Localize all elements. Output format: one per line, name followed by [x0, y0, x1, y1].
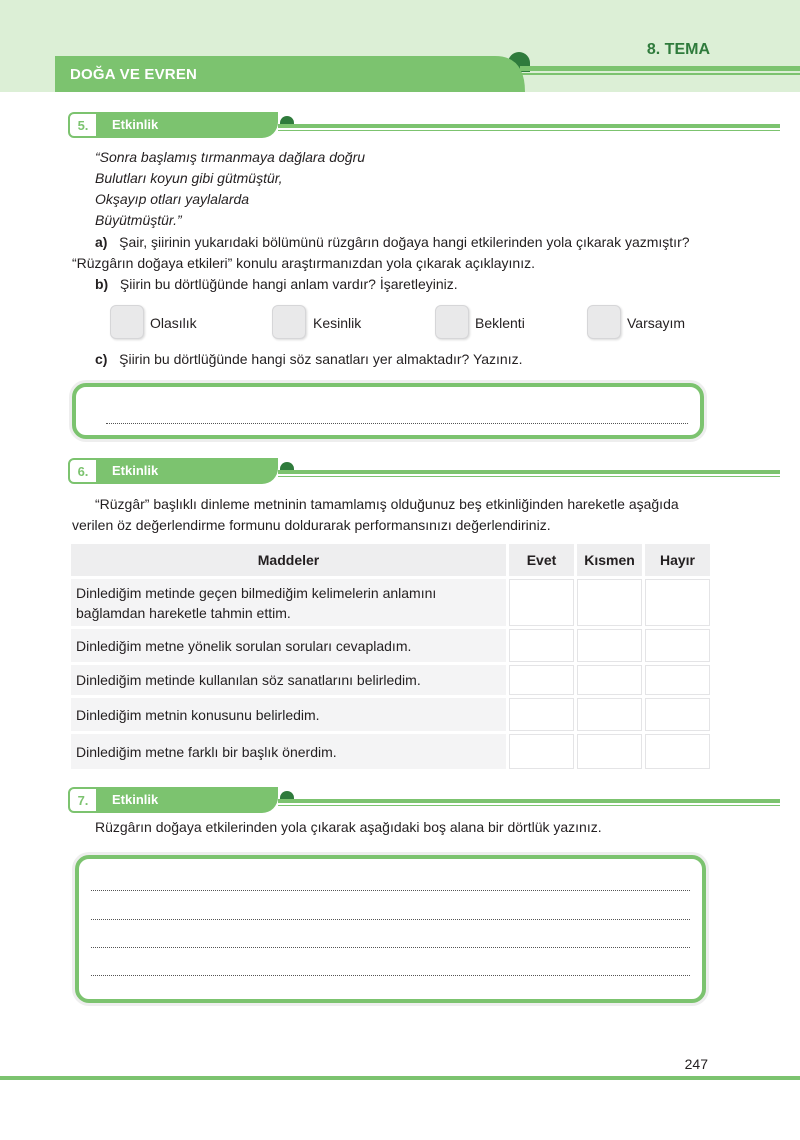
poem-line-2: Bulutları koyun gibi gütmüştür, [95, 170, 283, 186]
answer-line[interactable] [91, 975, 690, 976]
answer-line[interactable] [106, 423, 688, 424]
hayir-cell[interactable] [645, 579, 710, 626]
table-row [71, 734, 710, 769]
kismen-cell[interactable] [577, 734, 642, 769]
activity-divider-thin [278, 805, 780, 806]
kismen-cell[interactable] [577, 665, 642, 695]
option-label: Beklenti [475, 315, 525, 331]
activity-5-header [68, 112, 713, 138]
row-text: Dinlediğim metinde kullanılan söz sanatlarını belirledim. [71, 665, 506, 695]
activity-6-intro: “Rüzgâr” başlıklı dinleme metninin tamamlamış olduğunuz beş etkinliğinden hareketle aşağıda [95, 496, 679, 512]
header-kismen: Kısmen [577, 544, 642, 576]
answer-box-c[interactable] [72, 383, 704, 439]
tema-label: 8. TEMA [646, 41, 710, 58]
table-header-row [71, 544, 710, 576]
option-label: Varsayım [627, 315, 686, 331]
activity-7-instruction: Rüzgârın doğaya etkilerinden yola çıkarak aşağıdaki boş alana bir dörtlük yazınız. [95, 819, 602, 835]
evet-cell[interactable] [509, 579, 574, 626]
row-text: Dinlediğim metne farklı bir başlık önerdim. [71, 734, 506, 769]
activity-divider-thin [278, 476, 780, 477]
poem-line-1: “Sonra başlamış tırmanmaya dağlara doğru [95, 149, 366, 165]
option-checkbox-beklenti[interactable] [435, 305, 469, 339]
answer-line[interactable] [91, 890, 690, 891]
answer-line[interactable] [91, 919, 690, 920]
question-b [95, 274, 458, 295]
theme-title: DOĞA VE EVREN [70, 66, 198, 83]
header-hayir: Hayır [645, 544, 710, 576]
page-number: 247 [684, 1056, 708, 1072]
hayir-cell[interactable] [645, 629, 710, 662]
question-a-continued: “Rüzgârın doğaya etkileri” konulu araştırmanızdan yola çıkarak açıklayınız. [72, 255, 535, 271]
footer-divider [0, 1076, 800, 1080]
option-label: Kesinlik [313, 315, 362, 331]
answer-line[interactable] [91, 947, 690, 948]
poem-line-3: Okşayıp otları yaylalarda [95, 191, 250, 207]
question-letter: a) [95, 234, 108, 250]
evet-cell[interactable] [509, 629, 574, 662]
hayir-cell[interactable] [645, 665, 710, 695]
activity-label: Etkinlik [98, 458, 278, 484]
hayir-cell[interactable] [645, 734, 710, 769]
kismen-cell[interactable] [577, 698, 642, 731]
table-row [71, 698, 710, 731]
activity-number: 5. [68, 112, 98, 138]
tema-divider [520, 66, 800, 71]
question-text: Şair, şiirinin yukarıdaki bölümünü rüzgârın doğaya hangi etkilerinden yola çıkarak yazmıştır? [119, 234, 690, 250]
activity-7-header [68, 787, 713, 813]
evet-cell[interactable] [509, 665, 574, 695]
option-checkbox-varsayim[interactable] [587, 305, 621, 339]
tema-divider-thin [520, 73, 800, 75]
poem-line-4: Büyütmüştür.” [95, 212, 182, 228]
question-text: Şiirin bu dörtlüğünde hangi söz sanatları yer almaktadır? Yazınız. [119, 351, 523, 367]
activity-number: 6. [68, 458, 98, 484]
question-letter: b) [95, 276, 109, 292]
activity-label: Etkinlik [98, 112, 278, 138]
activity-number: 7. [68, 787, 98, 813]
question-letter: c) [95, 351, 108, 367]
activity-divider [278, 799, 780, 803]
row-text: Dinlediğim metne yönelik sorulan soruları cevapladım. [71, 629, 506, 662]
activity-6-intro-continued: verilen öz değerlendirme formunu doldurarak performansınızı değerlendiriniz. [72, 517, 551, 533]
row-text: Dinlediğim metinde geçen bilmediğim kelimelerin anlamını bağlamdan hareketle tahmin ettim. [71, 579, 506, 626]
hayir-cell[interactable] [645, 698, 710, 731]
question-c [95, 349, 523, 370]
header-evet: Evet [509, 544, 574, 576]
table-row [71, 665, 710, 695]
answer-box-poem[interactable] [75, 855, 706, 1003]
question-a [95, 232, 690, 253]
kismen-cell[interactable] [577, 629, 642, 662]
evet-cell[interactable] [509, 698, 574, 731]
option-checkbox-kesinlik[interactable] [272, 305, 306, 339]
activity-6-header [68, 458, 713, 484]
evet-cell[interactable] [509, 734, 574, 769]
table-row [71, 579, 710, 626]
activity-divider [278, 124, 780, 128]
table-row [71, 629, 710, 662]
self-evaluation-table [68, 541, 713, 772]
activity-divider [278, 470, 780, 474]
row-text: Dinlediğim metnin konusunu belirledim. [71, 698, 506, 731]
option-label: Olasılık [150, 315, 197, 331]
question-text: Şiirin bu dörtlüğünde hangi anlam vardır? İşaretleyiniz. [119, 276, 458, 292]
option-checkbox-olasilik[interactable] [110, 305, 144, 339]
kismen-cell[interactable] [577, 579, 642, 626]
activity-divider-thin [278, 130, 780, 131]
activity-label: Etkinlik [98, 787, 278, 813]
header-maddeler: Maddeler [71, 544, 506, 576]
